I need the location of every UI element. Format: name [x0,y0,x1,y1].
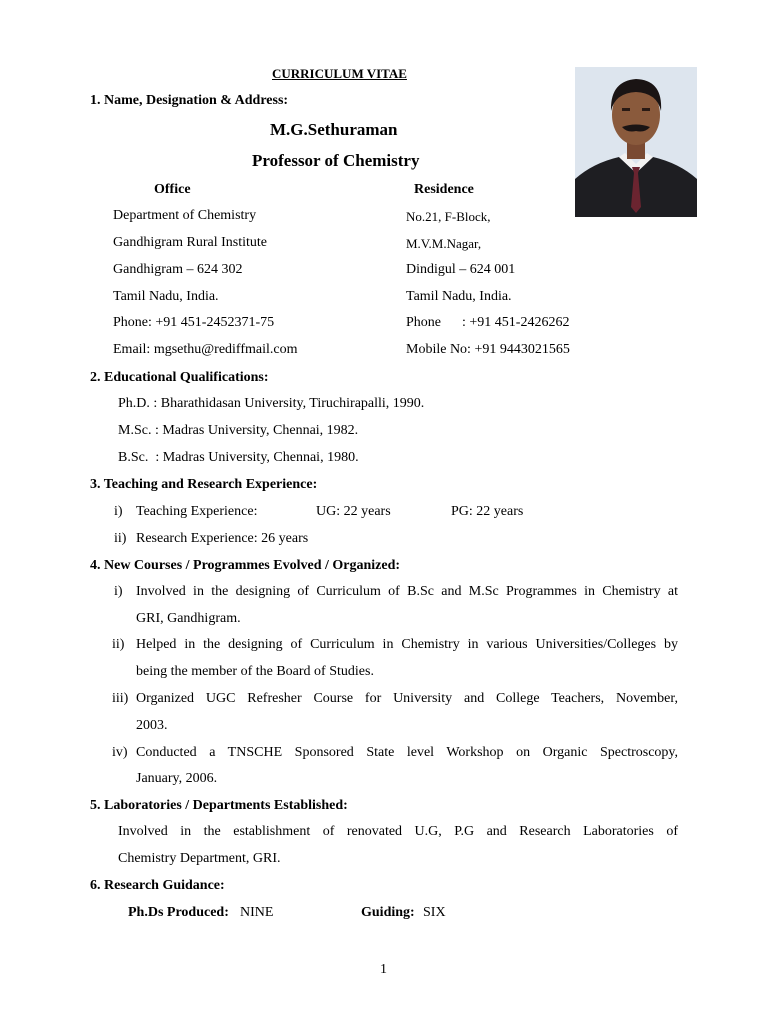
section-4-heading: 4. New Courses / Programmes Evolved / Organized: [90,558,401,573]
residence-phone: Phone : +91 451-2426262 [406,315,570,330]
list-marker: i) [114,584,123,599]
document-title: CURRICULUM VITAE [272,66,407,81]
office-heading: Office [154,182,191,197]
person-name: M.G.Sethuraman [270,120,398,139]
qualification-item: M.Sc. : Madras University, Chennai, 1982. [118,423,359,438]
phds-produced-value: NINE [240,905,274,920]
office-email: Email: mgsethu@rediffmail.com [113,342,298,357]
list-marker: iv) [112,745,128,760]
office-line: Gandhigram Rural Institute [113,235,267,250]
course-item-line: GRI, Gandhigram. [136,611,241,626]
course-item-line: being the member of the Board of Studies. [136,664,374,679]
laboratories-text: Chemistry Department, GRI. [118,851,281,866]
person-designation: Professor of Chemistry [252,151,420,170]
qualification-item: B.Sc. : Madras University, Chennai, 1980. [118,450,359,465]
list-marker: ii) [112,637,125,652]
residence-line: Tamil Nadu, India. [406,289,512,304]
phds-produced-label: Ph.Ds Produced: [128,905,229,920]
research-experience: Research Experience: 26 years [136,531,309,546]
office-phone: Phone: +91 451-2452371-75 [113,315,275,330]
course-item-line: January, 2006. [136,771,218,786]
residence-line: Dindigul – 624 001 [406,262,516,277]
profile-photo [575,67,697,217]
ug-experience: UG: 22 years [316,504,391,519]
teaching-experience-label: Teaching Experience: [136,504,258,519]
residence-heading: Residence [414,182,474,197]
section-2-heading: 2. Educational Qualifications: [90,370,269,385]
residence-mobile: Mobile No: +91 9443021565 [406,342,570,357]
office-line: Department of Chemistry [113,208,257,223]
list-marker: iii) [112,691,129,706]
page-number: 1 [380,962,387,977]
section-1-heading: 1. Name, Designation & Address: [90,93,289,108]
laboratories-text: Involved in the establishment of renovated U.G, P.G and Research Laboratories of [118,824,678,839]
guiding-label: Guiding: [361,905,415,920]
section-3-heading: 3. Teaching and Research Experience: [90,477,318,492]
residence-line: No.21, F-Block, [406,209,491,224]
course-item-line: Involved in the designing of Curriculum of B.Sc and M.Sc Programmes in Chemistry at [136,584,678,599]
office-line: Tamil Nadu, India. [113,289,219,304]
list-marker: ii) [114,531,127,546]
section-5-heading: 5. Laboratories / Departments Established: [90,798,348,813]
list-marker: i) [114,504,123,519]
section-6-heading: 6. Research Guidance: [90,878,225,893]
office-line: Gandhigram – 624 302 [113,262,243,277]
guiding-value: SIX [423,905,446,920]
course-item-line: Conducted a TNSCHE Sponsored State level Workshop on Organic Spectroscopy, [136,745,678,760]
pg-experience: PG: 22 years [451,504,524,519]
course-item-line: Helped in the designing of Curriculum in Chemistry in various Universities/Colleges by [136,637,678,652]
course-item-line: Organized UGC Refresher Course for University and College Teachers, November, [136,691,678,706]
residence-line: M.V.M.Nagar, [406,236,482,251]
qualification-item: Ph.D. : Bharathidasan University, Tiruchirapalli, 1990. [118,396,425,411]
course-item-line: 2003. [136,718,168,733]
